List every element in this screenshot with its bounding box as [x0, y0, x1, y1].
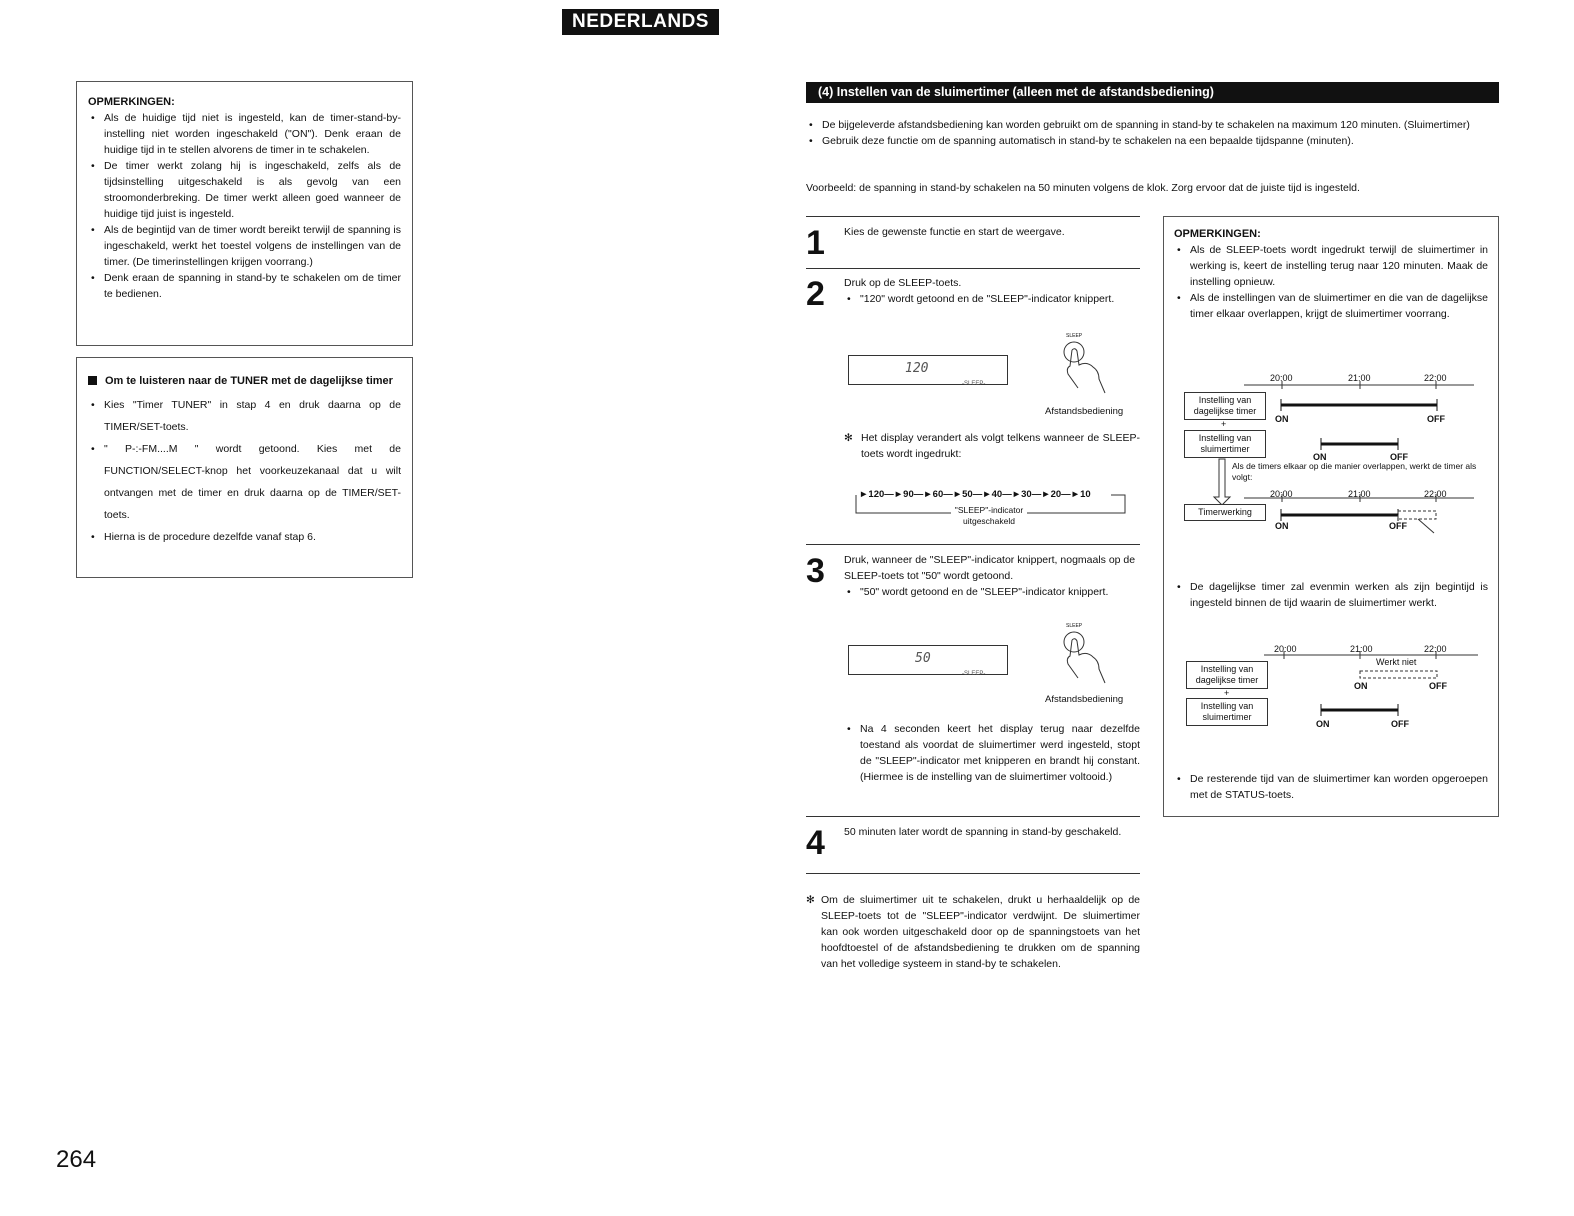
time-label: 22:00	[1424, 489, 1447, 499]
list-item: • Als de huidige tijd niet is ingesteld, kan de timer-stand-by-instelling niet worden ingeschakeld ("ON"). Denk eraan de huidige tijd in te stellen alvorens de timer in te schakelen.	[88, 110, 401, 158]
display-panel	[848, 645, 1008, 675]
list-item: • Na 4 seconden keert het display terug naar dezelfde toestand als voordat de sluimertimer werd ingesteld, stopt de "SLEEP"-indicator met knipperen en brandt hij constant. (Hiermee is de instelling van de sluimertimer voltooid.)	[844, 721, 1140, 785]
list-item: • " P-:-FM....M " wordt getoond. Kies met de FUNCTION/SELECT-knop het voorkeuzekanaal dat u wilt ontvangen met de timer en druk daarna op de TIMER/SET-toets.	[88, 438, 401, 526]
step-bullet	[844, 291, 1140, 307]
page-number: 264	[56, 1146, 97, 1173]
list-item: • De dagelijkse timer zal evenmin werken als zijn begintijd is ingesteld binnen de tijd waarin de sluimertimer werkt.	[1174, 579, 1488, 611]
sequence-value: 40	[991, 489, 1003, 500]
sequence-value: 10	[1080, 489, 1091, 500]
not-working-label: Werkt niet	[1376, 657, 1417, 667]
sidebar-title: OPMERKINGEN:	[1174, 228, 1261, 240]
tuner-list	[88, 394, 401, 548]
after-note	[844, 721, 1140, 785]
sidebar-box	[1163, 216, 1499, 817]
list-item: • "120" wordt getoond en de "SLEEP"-indicator knippert.	[844, 291, 1140, 307]
notes-list	[88, 110, 401, 302]
list-item: • De resterende tijd van de sluimertimer kan worden opgeroepen met de STATUS-toets.	[1174, 771, 1488, 803]
on-label: ON	[1354, 681, 1368, 691]
list-item: • Als de instellingen van de sluimertimer en die van de dagelijkse timer elkaar overlappen, krijgt de sluimertimer voorrang.	[1174, 290, 1488, 322]
step-bullet	[844, 584, 1140, 600]
section-title: (4) Instellen van de sluimertimer (alleen met de afstandsbediening)	[806, 82, 1499, 103]
asterisk-note	[844, 430, 1140, 462]
asterisk-icon: ✻	[844, 432, 853, 444]
remote-hand-icon	[1050, 334, 1126, 398]
time-label: 20:00	[1270, 489, 1293, 499]
label-daily-timer: Instelling van dagelijkse timer	[1186, 661, 1268, 689]
sequence-values: ►120—►90—►60—►50—►40—►30—►20—►10	[859, 489, 1091, 500]
label-sleep-timer: Instelling van sluimertimer	[1184, 430, 1266, 458]
tuner-title	[88, 370, 401, 392]
off-label: OFF	[1389, 521, 1407, 531]
divider	[806, 268, 1140, 269]
time-label: 22:00	[1424, 644, 1447, 654]
final-note-text: Om de sluimertimer uit te schakelen, drukt u herhaaldelijk op de SLEEP-toets tot de "SLEEP"-indicator verdwijnt. De sluimertimer kan ook worden uitgeschakeld door op de spanningstoets van het hoofdtoestel of de afstandsbediening te drukken om de spanning van het volledige systeem in stand-by te schakelen.	[821, 894, 1140, 970]
overlap-diagram	[1164, 367, 1498, 537]
list-item: • Kies "Timer TUNER" in stap 4 en druk daarna op de TIMER/SET-toets.	[88, 394, 401, 438]
step-number: 3	[806, 552, 825, 590]
notes-box	[76, 81, 413, 346]
intro	[806, 117, 1499, 149]
on-label: ON	[1313, 452, 1327, 462]
step-text: Druk, wanneer de "SLEEP"-indicator knippert, nogmaals op de SLEEP-toets tot "50" wordt getoond.	[844, 554, 1136, 582]
step-number: 2	[806, 275, 825, 313]
step-number: 1	[806, 224, 825, 262]
list-item: • Hierna is de procedure dezelfde vanaf stap 6.	[88, 526, 401, 548]
on-label: ON	[1275, 414, 1289, 424]
step-text: Druk op de SLEEP-toets.	[844, 277, 962, 289]
list-item: • Gebruik deze functie om de spanning automatisch in stand-by te schakelen na een bepaalde tijdspanne (minuten).	[806, 133, 1499, 149]
remote-caption: Afstandsbediening	[1045, 406, 1124, 417]
list-item: • Denk eraan de spanning in stand-by te schakelen om de timer te bedienen.	[88, 270, 401, 302]
off-label: OFF	[1390, 452, 1408, 462]
sequence-value: 60	[932, 489, 944, 500]
sidebar-status-note	[1174, 771, 1488, 803]
overlap-note: Als de timers elkaar op die manier overlappen, werkt de timer als volgt:	[1232, 461, 1477, 482]
display-value: 50	[915, 651, 931, 666]
on-label: ON	[1316, 719, 1330, 729]
step-number: 4	[806, 824, 825, 862]
list-item: • Als de SLEEP-toets wordt ingedrukt terwijl de sluimertimer in werking is, keert de instelling terug naar 120 minuten. Maak de instelling opnieuw.	[1174, 242, 1488, 290]
example-text: Voorbeeld: de spanning in stand-by schakelen na 50 minuten volgens de klok. Zorg ervoor dat de juiste tijd is ingesteld.	[806, 182, 1360, 194]
label-daily-timer: Instelling van dagelijkse timer	[1184, 392, 1266, 420]
time-label: 20:00	[1270, 373, 1293, 383]
list-item: • Als de begintijd van de timer wordt bereikt terwijl de spanning is ingeschakeld, werkt het toestel volgens de instellingen van de timer. (De timerinstellingen krijgen voorrang.)	[88, 222, 401, 270]
remote-hand-icon	[1050, 624, 1126, 688]
sequence-value: 30	[1021, 489, 1032, 500]
notes-title: OPMERKINGEN:	[88, 96, 175, 108]
divider	[806, 873, 1140, 874]
time-label: 21:00	[1348, 489, 1371, 499]
divider	[806, 816, 1140, 817]
tuner-box	[76, 357, 413, 578]
time-label: 20:00	[1274, 644, 1297, 654]
list-item: • De timer werkt zolang hij is ingeschakeld, zelfs als de tijdsinstelling uitgeschakeld is als gevolg van een stroomonderbreking. De timer werkt alleen goed wanneer de huidige tijd juist is ingesteld.	[88, 158, 401, 222]
time-label: 21:00	[1350, 644, 1373, 654]
asterisk-note-text: Het display verandert als volgt telkens wanneer de SLEEP-toets wordt ingedrukt:	[861, 432, 1140, 460]
sleep-indicator: -SLEEP-	[962, 381, 986, 387]
time-label: 22:00	[1424, 373, 1447, 383]
divider	[806, 216, 1140, 217]
step-text: Kies de gewenste functie en start de weergave.	[844, 226, 1065, 238]
label-sleep-timer: Instelling van sluimertimer	[1186, 698, 1268, 726]
remote-button-label: SLEEP	[1066, 623, 1083, 629]
sleep-indicator: -SLEEP-	[962, 671, 986, 677]
divider	[806, 544, 1140, 545]
plus-sign: +	[1221, 419, 1227, 429]
off-label: OFF	[1391, 719, 1409, 729]
asterisk-icon: ✻	[806, 894, 815, 906]
sequence-value: 20	[1050, 489, 1062, 500]
display-value: 120	[905, 361, 929, 376]
off-label: OFF	[1427, 414, 1445, 424]
sequence-value: 50	[962, 489, 973, 500]
list-item: • De bijgeleverde afstandsbediening kan worden gebruikt om de spanning in stand-by te schakelen na maximum 120 minuten. (Sluimertimer)	[806, 117, 1499, 133]
not-working-diagram	[1164, 641, 1498, 741]
time-label: 21:00	[1348, 373, 1371, 383]
off-label: OFF	[1429, 681, 1447, 691]
square-bullet-icon	[88, 376, 97, 385]
sidebar-daily-note	[1174, 579, 1488, 611]
remote-button-label: SLEEP	[1066, 333, 1083, 339]
sidebar-list	[1174, 242, 1488, 322]
on-label: ON	[1275, 521, 1289, 531]
final-note	[806, 892, 1140, 972]
plus-sign: +	[1224, 688, 1230, 698]
display-panel	[848, 355, 1008, 385]
remote-caption: Afstandsbediening	[1045, 694, 1124, 705]
list-item: • "50" wordt getoond en de "SLEEP"-indicator knippert.	[844, 584, 1140, 600]
label-timer-operation: Timerwerking	[1184, 504, 1266, 521]
step-text: 50 minuten later wordt de spanning in stand-by geschakeld.	[844, 826, 1122, 838]
sleep-sequence	[855, 487, 1127, 533]
tuner-title-text: Om te luisteren naar de TUNER met de dagelijkse timer	[105, 375, 393, 387]
sequence-off: "SLEEP"-indicator uitgeschakeld	[951, 505, 1027, 527]
sequence-value: 90	[903, 489, 914, 500]
language-tab: NEDERLANDS	[562, 9, 719, 35]
sequence-value: 120	[868, 489, 885, 500]
